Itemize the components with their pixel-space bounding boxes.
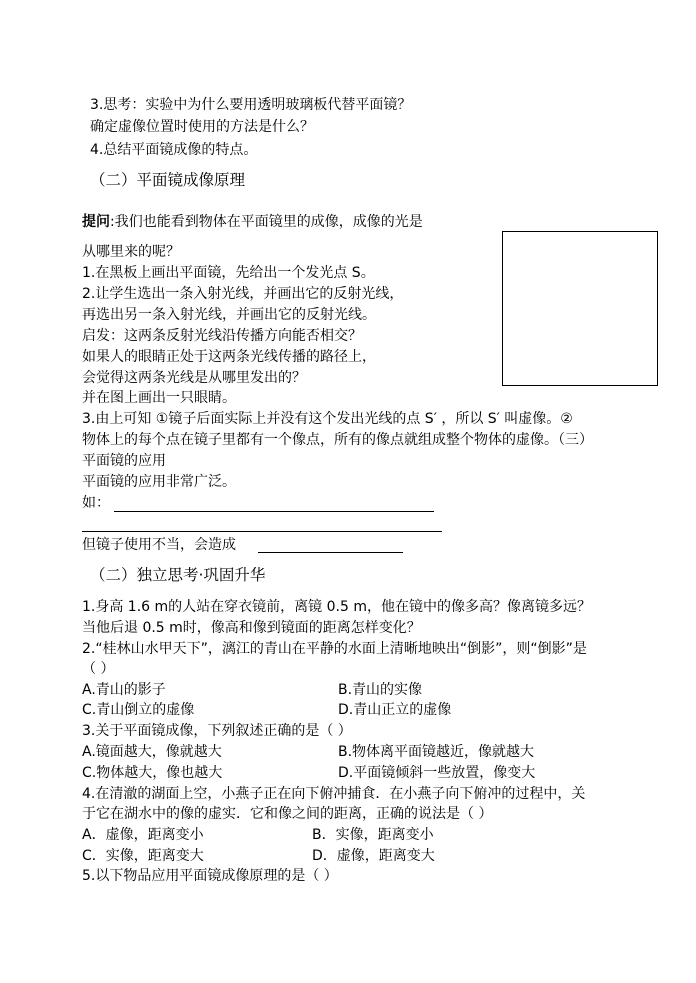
q4-option-b[interactable]: B．实像，距离变小 <box>312 827 434 843</box>
thinking-q4: 4.总结平面镜成像的特点。 <box>90 142 258 158</box>
question-2-bracket: （ ） <box>82 661 115 677</box>
question-1-cont: 当他后退 0.5 m时，像高和像到镜面的距离怎样变化？ <box>82 620 421 636</box>
blank-line-example[interactable] <box>114 511 434 512</box>
blank-line-example-2[interactable] <box>82 531 442 532</box>
q3-option-a[interactable]: A.镜面越大，像就越大 <box>82 744 222 760</box>
misuse-label: 但镜子使用不当，会造成 <box>82 537 236 553</box>
question-4-cont: 于它在湖水中的像的虚实．它和像之间的距离，正确的说法是（ ） <box>82 806 493 822</box>
q2-option-a[interactable]: A.青山的影子 <box>82 682 166 698</box>
application-text: 平面镜的应用非常广泛。 <box>82 474 236 490</box>
section-heading-principle: （二）平面镜成像原理 <box>90 171 246 189</box>
q4-option-a[interactable]: A．虚像，距离变小 <box>82 827 204 843</box>
principle-line: 1.在黑板上画出平面镜，先给出一个发光点 S。 <box>82 265 375 281</box>
principle-line: 再选出另一条入射光线，并画出它的反射光线。 <box>82 307 376 323</box>
thinking-q3-method: 确定虚像位置时使用的方法是什么？ <box>90 119 314 135</box>
ask-label: 提问 <box>82 214 110 230</box>
q3-option-c[interactable]: C.物体越大，像也越大 <box>82 765 223 781</box>
q4-option-c[interactable]: C．实像，距离变大 <box>82 848 204 864</box>
section-heading-practice: （二）独立思考·巩固升华 <box>90 566 266 584</box>
question-1: 1.身高 1.6 m的人站在穿衣镜前，离镜 0.5 m，他在镜中的像多高？像离镜多远？ <box>82 599 591 615</box>
question-4: 4.在清澈的湖面上空，小燕子正在向下俯冲捕食．在小燕子向下俯冲的过程中，关 <box>82 786 586 802</box>
principle-line: 并在图上画出一只眼睛。 <box>82 390 236 406</box>
question-2: 2.“桂林山水甲天下”，漓江的青山在平静的水面上清晰地映出“倒影”，则“倒影”是 <box>82 641 587 657</box>
application-heading: 平面镜的应用 <box>82 453 166 469</box>
drawing-box <box>502 231 658 386</box>
principle-line: 会觉得这两条光线是从哪里发出的？ <box>82 370 306 386</box>
blank-line-misuse[interactable] <box>258 552 403 553</box>
q4-option-d[interactable]: D．虚像，距离变大 <box>312 848 435 864</box>
q2-option-c[interactable]: C.青山倒立的虚像 <box>82 702 195 718</box>
thinking-q3: 3.思考：实验中为什么要用透明玻璃板代替平面镜？ <box>90 97 412 113</box>
principle-line: 如果人的眼睛正处于这两条光线传播的路径上， <box>82 349 376 365</box>
principle-line: 2.让学生选出一条入射光线，并画出它的反射光线， <box>82 286 404 302</box>
q3-option-d[interactable]: D.平面镜倾斜一些放置，像变大 <box>338 765 536 781</box>
ask-paragraph <box>82 212 423 232</box>
principle-line: 3.由上可知 ①镜子后面实际上并没有这个发出光线的点 S′ ，所以 S′ 叫虚像。② <box>82 411 573 427</box>
q3-option-b[interactable]: B.物体离平面镜越近，像就越大 <box>338 744 535 760</box>
question-3: 3.关于平面镜成像，下列叙述正确的是（ ） <box>82 723 352 739</box>
question-5: 5.以下物品应用平面镜成像原理的是（ ） <box>82 868 338 884</box>
q2-option-b[interactable]: B.青山的实像 <box>338 682 423 698</box>
q2-option-d[interactable]: D.青山正立的虚像 <box>338 702 452 718</box>
principle-line: 物体上的每个点在镜子里都有一个像点，所有的像点就组成整个物体的虚像。（三） <box>82 432 593 448</box>
principle-line: 从哪里来的呢？ <box>82 244 180 260</box>
example-label: 如： <box>82 495 110 511</box>
principle-line: 启发：这两条反射光线沿传播方向能否相交？ <box>82 328 362 344</box>
ask-text: :我们也能看到物体在平面镜里的成像，成像的光是 <box>110 214 423 230</box>
